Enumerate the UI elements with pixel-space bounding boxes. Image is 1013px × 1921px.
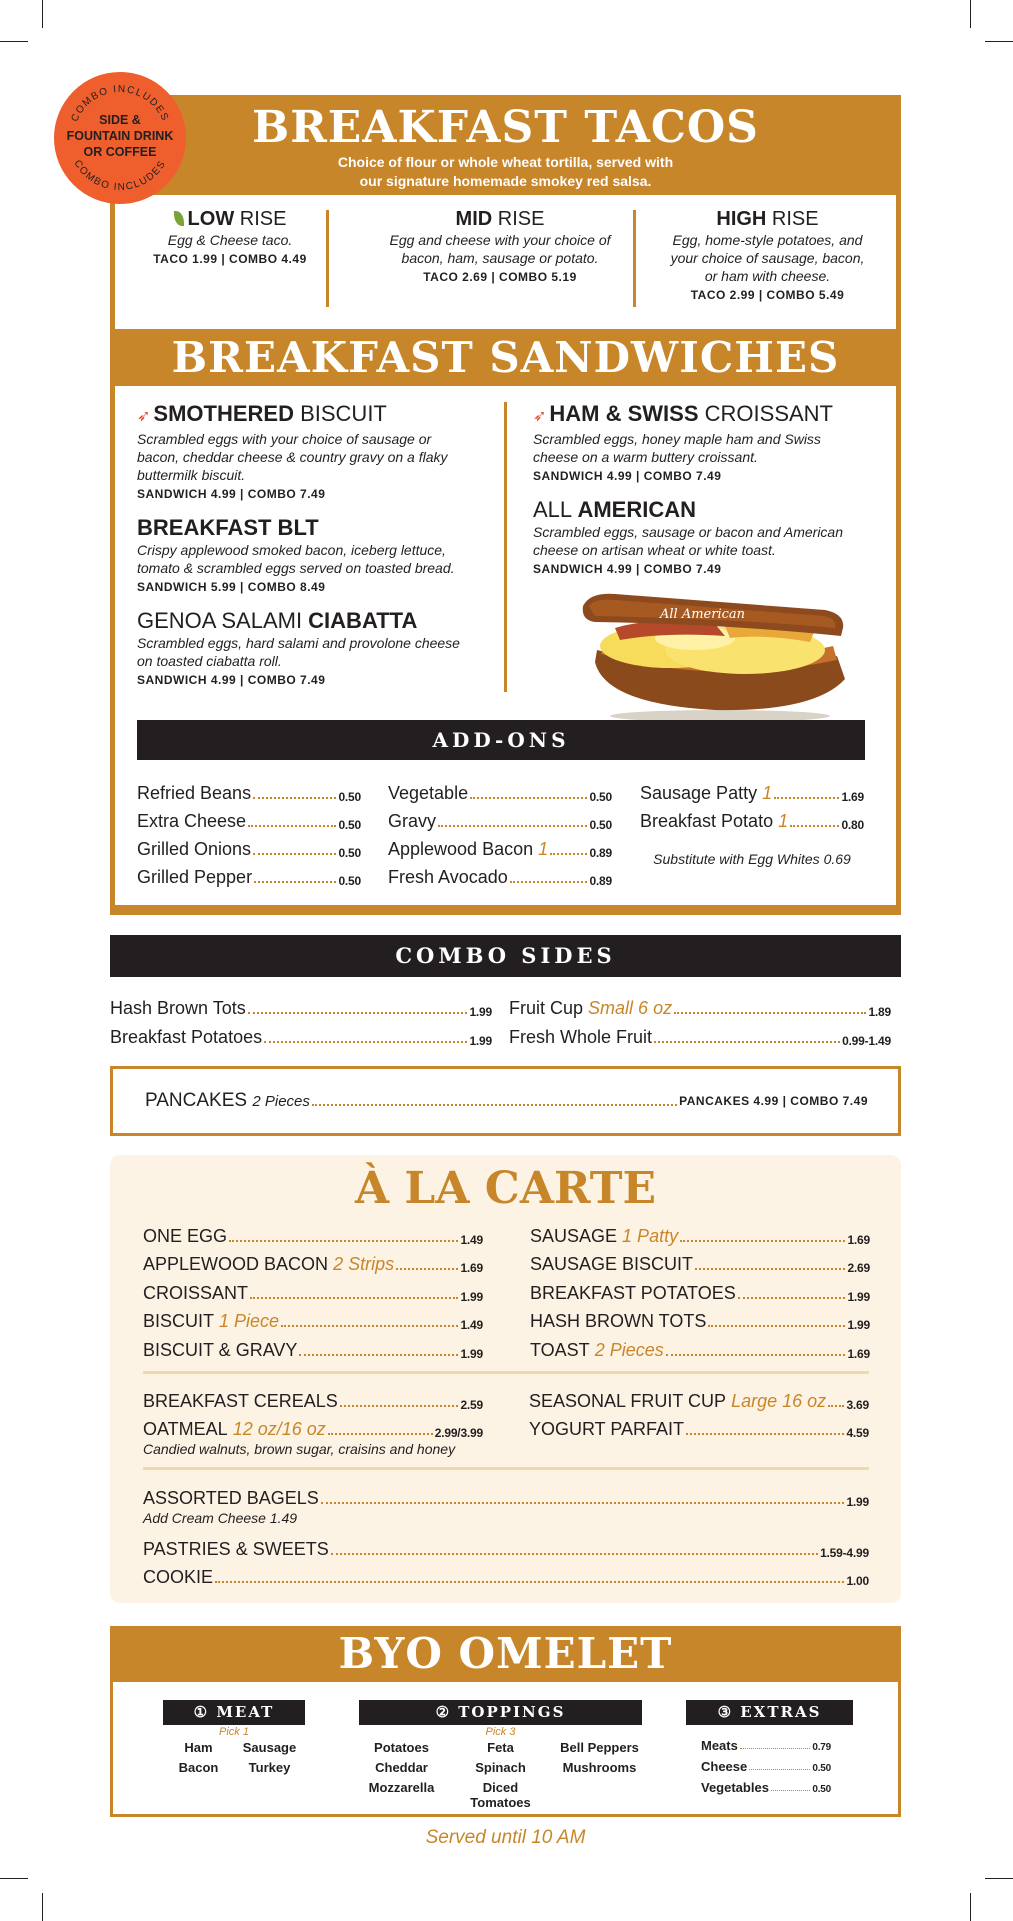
side-note: Small 6 oz: [588, 998, 673, 1018]
sandwich-desc: Scrambled eggs, honey maple ham and Swiss cheese on a warm buttery croissant.: [533, 431, 821, 465]
alacarte-price: 1.99: [846, 1495, 869, 1509]
sandwich-name-bold: HAM & SWISS: [549, 401, 699, 426]
omelet-title: BYO OMELET: [338, 1629, 673, 1678]
alacarte-price: 2.69: [847, 1261, 870, 1275]
sandwich-name-pre: GENOA SALAMI: [137, 608, 309, 633]
omelet-option: Turkey: [248, 1760, 291, 1775]
alacarte-name: COOKIE: [143, 1567, 214, 1587]
alacarte-row: [529, 1412, 869, 1441]
taco-item-low: [120, 207, 340, 266]
taco-name-bold: LOW: [187, 208, 235, 230]
dot-leader: [738, 1297, 846, 1299]
alacarte-left-1: [143, 1218, 483, 1361]
alacarte-price: 4.59: [846, 1426, 869, 1440]
alacarte-row: [530, 1304, 870, 1333]
extras-price: 0.50: [812, 1763, 831, 1774]
side-price: 1.99: [469, 1034, 492, 1048]
extras-name: Meats: [701, 1738, 738, 1753]
dot-leader: [396, 1268, 458, 1270]
sandwich-item: [533, 497, 893, 576]
addon-name: Grilled Pepper: [137, 867, 253, 887]
omelet-meat-label: ① MEAT: [163, 1700, 305, 1725]
addon-row: [640, 804, 864, 832]
tacos-title: BREAKFAST TACOS: [252, 102, 759, 153]
dot-leader: [666, 1354, 846, 1356]
taco-desc: Egg and cheese with your choice of bacon, ham, sausage or potato.: [389, 232, 611, 266]
alacarte-row: [143, 1412, 483, 1441]
alacarte-note: 2 Pieces: [594, 1339, 664, 1360]
addon-price: 1.69: [841, 790, 864, 804]
omelet-option: Ham: [184, 1740, 213, 1755]
alacarte-price: 2.59: [460, 1397, 483, 1412]
dot-leader: [215, 1581, 844, 1583]
extras-price: 0.50: [812, 1784, 831, 1795]
addon-price: 0.50: [338, 874, 361, 888]
alacarte-name: OATMEAL: [143, 1419, 228, 1439]
addon-row: [137, 860, 361, 888]
sandwich-name-rest: BISCUIT: [293, 401, 387, 426]
sandwich-price: SANDWICH 4.99 | COMBO 7.49: [137, 487, 326, 501]
sandwich-name-pre: ALL: [533, 497, 578, 522]
dot-leader: [253, 797, 336, 799]
addon-name: Refried Beans: [137, 783, 252, 803]
taco-item-mid: [350, 207, 650, 284]
alacarte-price: 1.99: [847, 1289, 870, 1304]
oatmeal-desc: Candied walnuts, brown sugar, craisins and honey: [143, 1441, 456, 1457]
egg-white-substitute: Substitute with Egg Whites 0.69: [653, 851, 851, 867]
served-until: Served until 10 AM: [425, 1827, 586, 1848]
combo-sides-left: [110, 990, 492, 1048]
omelet-option: Cheddar: [375, 1760, 428, 1775]
dot-leader: [470, 797, 587, 799]
combo-sides-right: [509, 990, 891, 1048]
addon-name: Grilled Onions: [137, 839, 252, 859]
pancakes-name: PANCAKES: [145, 1090, 248, 1111]
pancakes-note: 2 Pieces: [252, 1092, 310, 1110]
taco-price: TACO 2.69 | COMBO 5.19: [423, 270, 577, 284]
alacarte-price: 1.59-4.99: [820, 1545, 869, 1560]
pancakes-row: [145, 1069, 868, 1133]
alacarte-row: [143, 1218, 483, 1247]
sandwich-name-bold: CIABATTA: [308, 608, 418, 633]
side-row: [110, 1019, 492, 1048]
sandwiches-header: [110, 329, 901, 386]
omelet-option: Mushrooms: [562, 1760, 637, 1775]
side-price: 1.99: [469, 1005, 492, 1019]
dot-leader: [790, 825, 839, 827]
alacarte-row: [530, 1332, 870, 1361]
sandwich-price: SANDWICH 4.99 | COMBO 7.49: [137, 673, 326, 687]
alacarte-price: 3.69: [846, 1397, 869, 1412]
alacarte-name: CROISSANT: [143, 1282, 249, 1303]
omelet-option: Bell Peppers: [560, 1740, 639, 1755]
sandwich-price: SANDWICH 4.99 | COMBO 7.49: [533, 469, 722, 483]
alacarte-name: APPLEWOOD BACON: [143, 1254, 329, 1274]
divider: [143, 1371, 869, 1374]
tacos-header: [110, 95, 901, 195]
addons-col-2: [388, 776, 612, 888]
side-name: Fruit Cup: [509, 998, 584, 1018]
sandwich-desc: Scrambled eggs with your choice of sausage or bacon, cheddar cheese & country gravy on a flaky buttermilk biscuit.: [137, 431, 448, 483]
badge-top-text: COMBO INCLUDES: [69, 83, 171, 124]
taco-desc: Egg, home-style potatoes, and your choice of sausage, bacon, or ham with cheese.: [670, 232, 865, 284]
taco-item-high: [645, 207, 890, 302]
alacarte-name: BREAKFAST CEREALS: [143, 1390, 338, 1411]
dot-leader: [771, 1790, 810, 1791]
omelet-toppings-label: ② TOPPINGS: [359, 1700, 642, 1725]
alacarte-row: [143, 1531, 869, 1560]
alacarte-row: [143, 1275, 483, 1304]
addon-row: [137, 832, 361, 860]
alacarte-note: 12 oz/16 oz: [232, 1419, 326, 1439]
crop-mark: [42, 1893, 43, 1921]
taco-name-rest: RISE: [234, 208, 287, 230]
badge-bottom-text: COMBO INCLUDES: [71, 158, 169, 194]
alacarte-name: YOGURT PARFAIT: [529, 1419, 685, 1439]
addon-name: Extra Cheese: [137, 811, 247, 831]
divider: [326, 210, 329, 307]
dot-leader: [674, 1012, 866, 1014]
alacarte-row: [143, 1383, 483, 1412]
photo-caption: All American: [660, 607, 746, 622]
sandwich-name-bold: AMERICAN: [577, 497, 697, 522]
crop-mark: [0, 41, 28, 42]
omelet-extras-list: [701, 1732, 831, 1795]
taco-name-bold: MID: [455, 208, 493, 230]
dot-leader: [550, 853, 587, 855]
addons-col-3: [640, 776, 864, 868]
addon-row: [137, 804, 361, 832]
omelet-option: Bacon: [178, 1760, 219, 1775]
sandwich-price: SANDWICH 5.99 | COMBO 8.49: [137, 580, 326, 594]
sandwich-desc: Scrambled eggs, sausage or bacon and American cheese on artisan wheat or white toast.: [533, 524, 843, 558]
dot-leader: [253, 853, 336, 855]
sandwiches-title: BREAKFAST SANDWICHES: [171, 333, 840, 382]
sandwich-item: [137, 608, 497, 687]
crop-mark: [42, 0, 43, 28]
addon-name: Sausage Patty: [640, 783, 758, 803]
addon-name: Vegetable: [388, 783, 469, 803]
alacarte-price: 1.69: [460, 1261, 483, 1275]
addon-name: Fresh Avocado: [388, 867, 508, 887]
alacarte-name: BISCUIT: [143, 1311, 215, 1331]
addon-price: 0.89: [589, 846, 612, 860]
taco-name-bold: HIGH: [716, 208, 767, 230]
taco-price: TACO 1.99 | COMBO 4.49: [153, 252, 307, 266]
alacarte-row: [143, 1483, 869, 1509]
dot-leader: [248, 1012, 468, 1014]
taco-price: TACO 2.99 | COMBO 5.49: [690, 288, 845, 302]
addon-price: 0.50: [338, 790, 361, 804]
alacarte-name: TOAST: [530, 1339, 590, 1360]
pancakes-box: [110, 1066, 901, 1136]
sandwich-price: SANDWICH 4.99 | COMBO 7.49: [533, 562, 722, 576]
alacarte-price: 2.99/3.99: [434, 1426, 483, 1440]
alacarte-name: ASSORTED BAGELS: [143, 1488, 319, 1508]
omelet-meat-pick: Pick 1: [219, 1726, 249, 1738]
omelet-toppings-pick: Pick 3: [485, 1726, 516, 1738]
alacarte-price: 1.99: [460, 1289, 483, 1304]
addon-price: 0.50: [338, 818, 361, 832]
divider: [633, 210, 636, 307]
addon-price: 0.80: [841, 818, 864, 832]
sandwich-name-bold: SMOTHERED: [153, 401, 294, 426]
addon-row: [388, 804, 612, 832]
alacarte-note: 2 Strips: [333, 1254, 395, 1274]
alacarte-row: [143, 1332, 483, 1361]
addon-note: 1: [762, 783, 773, 803]
dot-leader: [312, 1104, 677, 1106]
alacarte-price: 1.49: [460, 1318, 483, 1332]
dot-leader: [828, 1405, 844, 1407]
side-row: [509, 1019, 891, 1048]
alacarte-name: SEASONAL FRUIT CUP: [529, 1390, 727, 1411]
extras-name: Vegetables: [701, 1780, 769, 1795]
cream-cheese-note: Add Cream Cheese 1.49: [143, 1510, 298, 1526]
addon-row: [388, 832, 612, 860]
addon-price: 0.89: [589, 874, 612, 888]
side-price: 0.99-1.49: [842, 1034, 891, 1048]
dot-leader: [340, 1405, 459, 1407]
crop-mark: [0, 1878, 28, 1879]
sandwich-item: [137, 515, 497, 594]
addon-price: 0.50: [589, 790, 612, 804]
taco-name-rest: RISE: [492, 208, 545, 230]
alacarte-row: [143, 1304, 483, 1333]
alacarte-row: [143, 1247, 483, 1276]
omelet-option: Feta: [487, 1740, 514, 1755]
omelet-extras-label: ③ EXTRAS: [686, 1700, 853, 1725]
alacarte-price: 1.99: [847, 1318, 870, 1332]
tacos-subtitle: Choice of flour or whole wheat tortilla, served with our signature homemade smokey red salsa.: [337, 154, 674, 189]
dot-leader: [695, 1268, 845, 1270]
sandwich-column-left: [137, 401, 497, 687]
alacarte-left-2: [143, 1383, 483, 1458]
alacarte-row: [143, 1560, 869, 1589]
dot-leader: [299, 1354, 458, 1356]
omelet-toppings-grid: [352, 1740, 649, 1810]
extras-row: [701, 1753, 831, 1774]
alacarte-price: 1.49: [460, 1232, 483, 1247]
alacarte-price: 1.69: [847, 1232, 870, 1247]
alacarte-row: [529, 1383, 869, 1412]
dot-leader: [321, 1502, 845, 1504]
dot-leader: [248, 825, 336, 827]
side-name: Fresh Whole Fruit: [509, 1027, 653, 1047]
dot-leader: [680, 1240, 845, 1242]
svg-text:COMBO INCLUDES: [71, 158, 168, 193]
sandwich-item: [533, 401, 893, 483]
side-name: Hash Brown Tots: [110, 998, 246, 1018]
omelet-option: Potatoes: [374, 1740, 429, 1755]
sandwich-column-right: [533, 401, 893, 576]
dot-leader: [774, 797, 839, 799]
addon-row: [640, 776, 864, 804]
dot-leader: [708, 1325, 845, 1327]
alacarte-name: HASH BROWN TOTS: [530, 1311, 707, 1331]
sandwich-desc: Scrambled eggs, hard salami and provolone cheese on toasted ciabatta roll.: [137, 635, 460, 669]
dot-leader: [254, 881, 336, 883]
crop-mark: [985, 41, 1013, 42]
crop-mark: [985, 1878, 1013, 1879]
addon-row: [137, 776, 361, 804]
alacarte-name: BISCUIT & GRAVY: [143, 1339, 298, 1360]
omelet-option: Diced Tomatoes: [470, 1780, 531, 1810]
omelet-meat-grid: [163, 1740, 305, 1775]
crop-mark: [970, 1893, 971, 1921]
alacarte-name: BREAKFAST POTATOES: [530, 1282, 736, 1303]
alacarte-row: [530, 1218, 870, 1247]
omelet-option: Spinach: [475, 1760, 526, 1775]
combo-sides-header: COMBO SIDES: [110, 935, 901, 977]
alacarte-title: À LA CARTE: [354, 1163, 657, 1214]
pepper-icon: ➶: [137, 408, 151, 425]
pancakes-price: PANCAKES 4.99 | COMBO 7.49: [679, 1094, 868, 1108]
alacarte-name: SAUSAGE: [530, 1225, 618, 1246]
addon-name: Breakfast Potato: [640, 811, 774, 831]
side-row: [509, 990, 891, 1019]
omelet-option: Sausage: [242, 1740, 297, 1755]
side-name: Breakfast Potatoes: [110, 1027, 263, 1047]
alacarte-bottom: [143, 1483, 869, 1588]
badge-center-text: SIDE & FOUNTAIN DRINK OR COFFEE: [66, 113, 174, 159]
sandwich-photo: [575, 584, 855, 724]
taco-desc: Egg & Cheese taco.: [167, 232, 293, 248]
alacarte-name: ONE EGG: [143, 1225, 228, 1246]
dot-leader: [438, 825, 587, 827]
sandwich-name-bold: BREAKFAST BLT: [137, 515, 319, 540]
alacarte-note: Large 16 oz: [731, 1390, 827, 1411]
side-row: [110, 990, 492, 1019]
alacarte-right-1: [530, 1218, 870, 1361]
alacarte-price: 1.69: [847, 1346, 870, 1361]
dot-leader: [328, 1433, 433, 1435]
alacarte-note: 1 Patty: [622, 1225, 679, 1246]
extras-name: Cheese: [701, 1759, 748, 1774]
addon-row: [388, 776, 612, 804]
side-price: 1.89: [868, 1005, 891, 1019]
divider: [143, 1467, 869, 1470]
alacarte-name: SAUSAGE BISCUIT: [530, 1254, 694, 1274]
taco-name-rest: RISE: [766, 208, 819, 230]
sandwich-item: [137, 401, 497, 501]
combo-badge: [54, 72, 186, 204]
dot-leader: [331, 1553, 818, 1555]
dot-leader: [740, 1748, 810, 1749]
sandwich-name-rest: CROISSANT: [698, 401, 833, 426]
omelet-header: [110, 1626, 901, 1682]
extras-row: [701, 1774, 831, 1795]
alacarte-note: 1 Piece: [219, 1311, 280, 1331]
addons-col-1: [137, 776, 361, 888]
addon-name: Applewood Bacon: [388, 839, 534, 859]
extras-row: [701, 1732, 831, 1753]
dot-leader: [250, 1297, 458, 1299]
divider: [504, 402, 507, 692]
dot-leader: [686, 1433, 844, 1435]
dot-leader: [749, 1769, 810, 1770]
dot-leader: [229, 1240, 458, 1242]
dot-leader: [654, 1041, 840, 1043]
extras-price: 0.79: [812, 1742, 831, 1753]
addon-price: 0.50: [338, 846, 361, 860]
addon-note: 1: [778, 811, 789, 831]
dot-leader: [510, 881, 588, 883]
alacarte-price: 1.99: [460, 1346, 483, 1361]
alacarte-row: [530, 1275, 870, 1304]
alacarte-right-2: [529, 1383, 869, 1440]
addon-price: 0.50: [589, 818, 612, 832]
dot-leader: [264, 1041, 467, 1043]
crop-mark: [970, 0, 971, 28]
dot-leader: [281, 1325, 458, 1327]
addons-header: ADD-ONS: [137, 720, 865, 760]
alacarte-price: 1.00: [846, 1574, 869, 1588]
omelet-option: Mozzarella: [368, 1780, 435, 1795]
pepper-icon: ➶: [533, 408, 547, 425]
addon-row: [388, 860, 612, 888]
leaf-icon: [174, 211, 184, 226]
addon-name: Gravy: [388, 811, 437, 831]
alacarte-row: [530, 1247, 870, 1276]
sandwich-desc: Crispy applewood smoked bacon, iceberg lettuce, tomato & scrambled eggs served on toasted bread.: [137, 542, 455, 576]
alacarte-name: PASTRIES & SWEETS: [143, 1538, 329, 1559]
addon-note: 1: [538, 839, 549, 859]
